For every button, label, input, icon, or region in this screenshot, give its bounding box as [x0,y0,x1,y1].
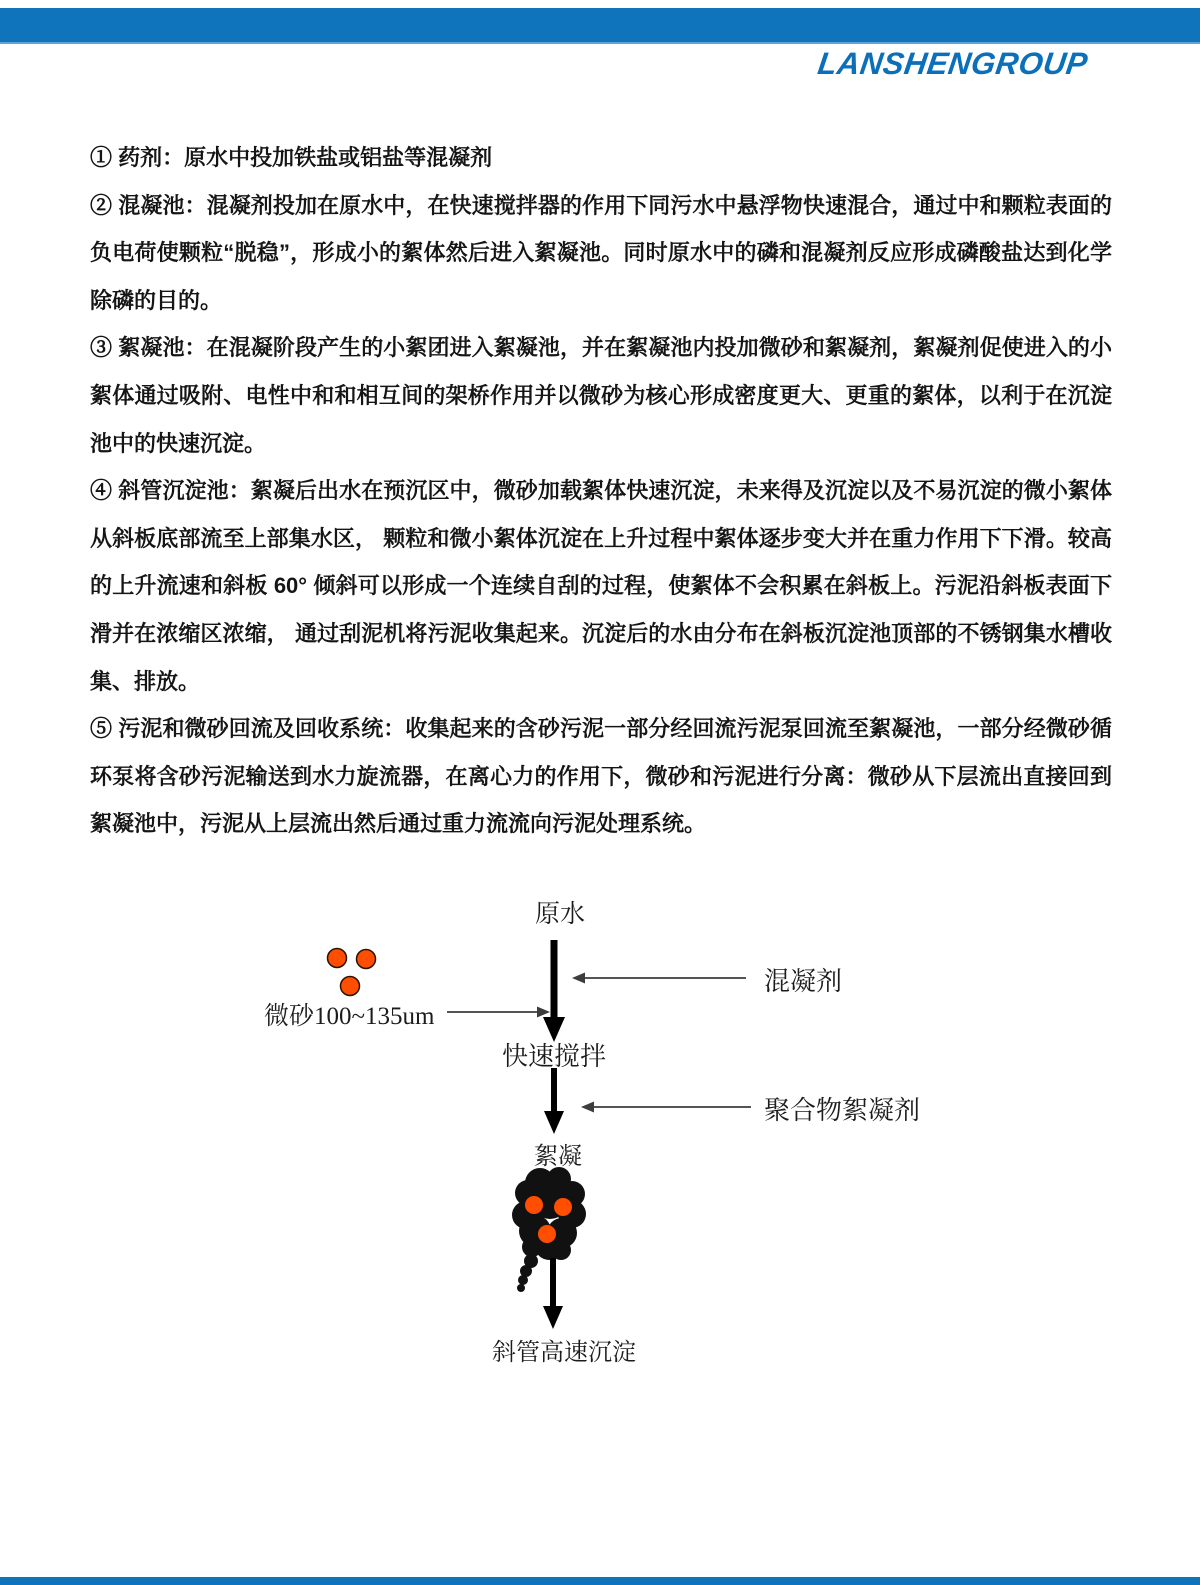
arrow-mixing-to-floc [544,1068,564,1134]
company-logo: LANSHENGROUP [816,46,1091,81]
bottom-banner-bar [0,1577,1200,1585]
process-flow-diagram [0,860,1200,1420]
microsand-label: 微砂100~135um [264,1003,435,1030]
paragraph-4: ④ 斜管沉淀池：絮凝后出水在预沉区中，微砂加载絮体快速沉淀，未来得及沉淀以及不易沉淀的微小絮体从斜板底部流至上部集水区， 颗粒和微小絮体沉淀在上升过程中絮体逐步变大并在重力作用下下滑。较高的上升流速和斜板 60° 倾斜可以形成一个连续自刮的过程，使絮体不会积累在斜板上。污泥沿斜板表面下滑并在浓缩区浓缩， 通过刮泥机将污泥收集起来。沉淀后的水由分布在斜板沉淀池顶部的不锈钢集水槽收集、排放。 [90,478,1112,694]
paragraph-1: ① 药剂：原水中投加铁盐或铝盐等混凝剂 [90,145,493,170]
raw-water-label: 原水 [534,901,585,928]
arrow-floc-to-settling [543,1258,563,1329]
microsand-dots [328,949,376,996]
body-text [90,134,1112,848]
flocculation-label: 絮凝 [534,1144,582,1170]
polymer-arrow [581,1102,751,1113]
coagulant-label: 混凝剂 [764,967,843,996]
coagulant-arrow [572,973,746,984]
top-banner-bar [0,8,1200,44]
paragraph-3: ③ 絮凝池：在混凝阶段产生的小絮团进入絮凝池，并在絮凝池内投加微砂和絮凝剂，絮凝剂促使进入的小絮体通过吸附、电性中和和相互间的架桥作用并以微砂为核心形成密度更大、更重的絮体，以利于在沉淀池中的快速沉淀。 [90,335,1112,456]
paragraph-5: ⑤ 污泥和微砂回流及回收系统：收集起来的含砂污泥一部分经回流污泥泵回流至絮凝池，一部分经微砂循环泵将含砂污泥输送到水力旋流器，在离心力的作用下，微砂和污泥进行分离：微砂从下层流出直接回到絮凝池中，污泥从上层流出然后通过重力流流向污泥处理系统。 [90,716,1112,837]
arrow-rawwater-to-mixing [543,940,565,1042]
paragraph-2: ② 混凝池：混凝剂投加在原水中，在快速搅拌器的作用下同污水中悬浮物快速混合，通过中和颗粒表面的负电荷使颗粒“脱稳”，形成小的絮体然后进入絮凝池。同时原水中的磷和混凝剂反应形成磷酸盐达到化学除磷的目的。 [90,192,1112,313]
settling-label: 斜管高速沉淀 [492,1340,636,1366]
rapid-mixing-label: 快速搅拌 [501,1042,606,1071]
microsand-arrow [447,1007,550,1018]
polymer-label: 聚合物絮凝剂 [764,1096,921,1125]
